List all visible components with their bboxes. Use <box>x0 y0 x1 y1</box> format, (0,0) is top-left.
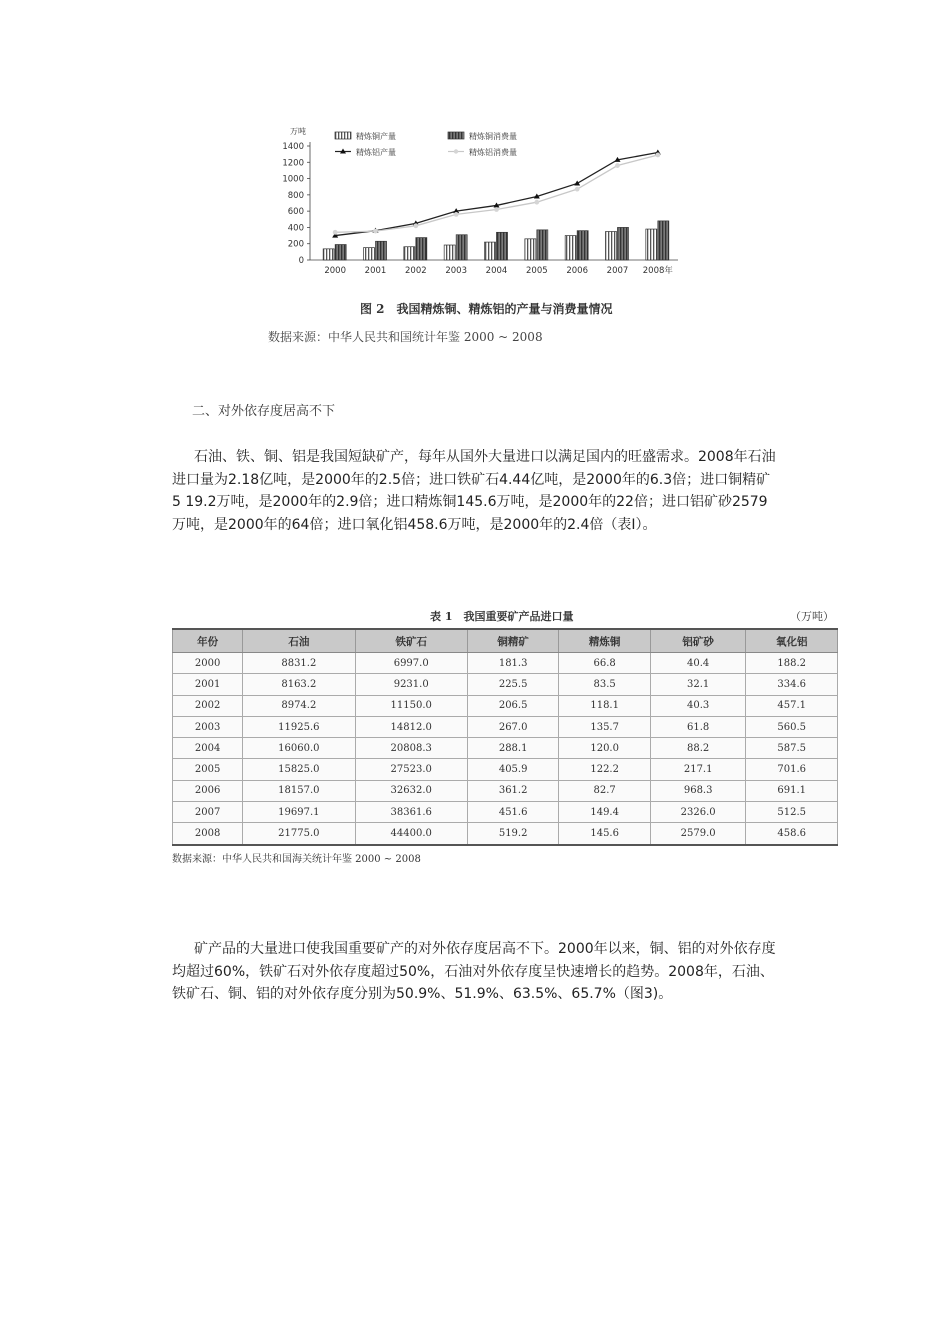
table-cell: 61.8 <box>650 716 746 737</box>
table-cell: 19697.1 <box>243 802 355 823</box>
table-row <box>173 695 838 716</box>
table-cell: 457.1 <box>746 695 838 716</box>
table-cell: 6997.0 <box>355 653 467 674</box>
paragraph-dependence <box>172 938 777 1006</box>
table-cell: 560.5 <box>746 716 838 737</box>
bar-copper-production <box>565 236 576 260</box>
col-header: 石油 <box>243 629 355 653</box>
table-cell: 587.5 <box>746 738 838 759</box>
legend-label: 精炼铜消费量 <box>469 132 517 141</box>
point-aluminum-consumption <box>655 153 660 158</box>
table-row <box>173 674 838 695</box>
x-tick-label: 2007 <box>606 266 629 276</box>
point-aluminum-consumption <box>373 229 378 234</box>
table-cell: 8831.2 <box>243 653 355 674</box>
table-cell: 206.5 <box>467 695 559 716</box>
y-tick-label: 200 <box>287 239 304 250</box>
legend-swatch <box>448 132 464 139</box>
table-cell: 11925.6 <box>243 716 355 737</box>
col-header: 精炼铜 <box>559 629 651 653</box>
table-cell: 2001 <box>173 674 243 695</box>
table-cell: 149.4 <box>559 802 651 823</box>
table-cell: 66.8 <box>559 653 651 674</box>
table-cell: 18157.0 <box>243 780 355 801</box>
y-tick-label: 1200 <box>282 158 304 169</box>
x-tick-label: 2000 <box>324 266 346 276</box>
table-cell: 15825.0 <box>243 759 355 780</box>
x-tick-label: 2002 <box>405 266 427 276</box>
table-cell: 145.6 <box>559 823 651 845</box>
y-tick-label: 600 <box>287 207 304 218</box>
bar-copper-consumption <box>416 238 427 260</box>
table-cell: 82.7 <box>559 780 651 801</box>
x-tick-label: 2005 <box>526 266 548 276</box>
legend-label: 精炼铝消费量 <box>469 148 517 157</box>
legend-marker <box>454 149 458 153</box>
x-tick-label: 2006 <box>566 266 588 276</box>
table-cell: 361.2 <box>467 780 559 801</box>
table-cell: 88.2 <box>650 738 746 759</box>
bar-copper-production <box>606 232 617 261</box>
bar-copper-production <box>646 229 657 260</box>
table-cell: 20808.3 <box>355 738 467 759</box>
point-aluminum-consumption <box>615 163 620 168</box>
bar-copper-consumption <box>658 221 669 260</box>
bar-copper-consumption <box>376 241 387 260</box>
figure-source: 数据来源：中华人民共和国统计年鉴 2000 ~ 2008 <box>268 330 543 344</box>
bar-copper-production <box>444 245 455 260</box>
table-cell: 691.1 <box>746 780 838 801</box>
table-cell: 2004 <box>173 738 243 759</box>
table-cell: 11150.0 <box>355 695 467 716</box>
figure-caption: 图 2 我国精炼铜、精炼铝的产量与消费量情况 <box>360 302 613 316</box>
legend-label: 精炼铜产量 <box>356 132 396 141</box>
table-cell: 2008 <box>173 823 243 845</box>
copy-aluminum-chart <box>260 118 690 288</box>
table-cell: 267.0 <box>467 716 559 737</box>
bar-copper-consumption <box>335 245 346 260</box>
bar-copper-consumption <box>456 235 467 260</box>
y-tick-label: 0 <box>298 256 304 266</box>
table-cell: 188.2 <box>746 653 838 674</box>
table-cell: 14812.0 <box>355 716 467 737</box>
table-header-row <box>173 629 838 653</box>
table-cell: 122.2 <box>559 759 651 780</box>
col-header: 铜精矿 <box>467 629 559 653</box>
table-cell: 2002 <box>173 695 243 716</box>
y-tick-label: 1000 <box>282 174 304 185</box>
point-aluminum-consumption <box>494 207 499 212</box>
col-header: 铁矿石 <box>355 629 467 653</box>
table-cell: 32.1 <box>650 674 746 695</box>
table-cell: 44400.0 <box>355 823 467 845</box>
table-row <box>173 802 838 823</box>
section-heading: 二、对外依存度居高不下 <box>192 404 336 419</box>
table-cell: 8974.2 <box>243 695 355 716</box>
table-cell: 40.4 <box>650 653 746 674</box>
bar-copper-consumption <box>618 227 629 260</box>
x-tick-label: 2004 <box>485 266 508 276</box>
table-row <box>173 716 838 737</box>
table-cell: 2005 <box>173 759 243 780</box>
legend-label: 精炼铝产量 <box>356 148 396 157</box>
bar-copper-consumption <box>537 230 548 260</box>
table-cell: 32632.0 <box>355 780 467 801</box>
table-cell: 519.2 <box>467 823 559 845</box>
table-row <box>173 780 838 801</box>
x-tick-label: 2001 <box>364 266 387 276</box>
table-cell: 2579.0 <box>650 823 746 845</box>
y-tick-label: 800 <box>287 190 304 201</box>
y-unit-label: 万吨 <box>290 127 306 136</box>
col-header: 氧化铝 <box>746 629 838 653</box>
point-aluminum-consumption <box>413 223 418 228</box>
table-cell: 181.3 <box>467 653 559 674</box>
y-tick-label: 1400 <box>282 142 304 152</box>
y-tick-label: 400 <box>287 223 304 234</box>
table-cell: 40.3 <box>650 695 746 716</box>
table-row <box>173 738 838 759</box>
table-cell: 2326.0 <box>650 802 746 823</box>
table-cell: 2000 <box>173 653 243 674</box>
table-cell: 968.3 <box>650 780 746 801</box>
figure-2 <box>260 118 690 353</box>
table-row <box>173 759 838 780</box>
series-line-aluminum-consumption <box>335 155 658 232</box>
bar-copper-production <box>525 239 536 260</box>
x-tick-label: 2003 <box>445 266 467 276</box>
point-aluminum-consumption <box>575 187 580 192</box>
x-tick-label: 2008年 <box>642 266 673 276</box>
paragraph-imports <box>172 446 777 536</box>
series-line-aluminum-production <box>335 153 658 236</box>
table-title-row <box>172 606 840 628</box>
table-row <box>173 653 838 674</box>
table-cell: 135.7 <box>559 716 651 737</box>
table-cell: 21775.0 <box>243 823 355 845</box>
bar-copper-production <box>404 247 415 260</box>
table-cell: 120.0 <box>559 738 651 759</box>
point-aluminum-consumption <box>534 200 539 205</box>
table-cell: 451.6 <box>467 802 559 823</box>
paragraph-imports-text: 石油、铁、铜、铝是我国短缺矿产，每年从国外大量进口以满足国内的旺盛需求。2008年石油进口量为2.18亿吨，是2000年的2.5倍；进口铁矿石4.44亿吨，是2000年的6.3倍；进口铜精矿5 19.2万吨，是2000年的2.9倍；进口精炼铜145.6万吨，是2000年的22倍；进口铝矿砂2579万吨，是2000年的64倍；进口氧化铝458.6万吨，是2000年的2.4倍（表Ⅰ）。 <box>172 449 776 533</box>
table-cell: 2003 <box>173 716 243 737</box>
table-cell: 2007 <box>173 802 243 823</box>
col-header: 铝矿砂 <box>650 629 746 653</box>
table-cell: 16060.0 <box>243 738 355 759</box>
table-cell: 405.9 <box>467 759 559 780</box>
table-cell: 225.5 <box>467 674 559 695</box>
table-1 <box>172 606 840 865</box>
point-aluminum-consumption <box>333 230 338 235</box>
table-cell: 83.5 <box>559 674 651 695</box>
bar-copper-production <box>485 242 496 260</box>
bar-copper-production <box>364 248 375 260</box>
table-cell: 8163.2 <box>243 674 355 695</box>
table-unit: （万吨） <box>790 610 834 623</box>
table-cell: 458.6 <box>746 823 838 845</box>
table-source: 数据来源：中华人民共和国海关统计年鉴 2000 ~ 2008 <box>172 853 421 865</box>
bar-copper-consumption <box>577 231 588 260</box>
table-cell: 288.1 <box>467 738 559 759</box>
table-cell: 512.5 <box>746 802 838 823</box>
table-cell: 2006 <box>173 780 243 801</box>
table-cell: 27523.0 <box>355 759 467 780</box>
table-cell: 118.1 <box>559 695 651 716</box>
bar-copper-production <box>323 249 334 260</box>
bar-copper-consumption <box>497 232 508 260</box>
paragraph-dependence-text: 矿产品的大量进口使我国重要矿产的对外依存度居高不下。2000年以来，铜、铝的对外依存度均超过60%，铁矿石对外依存度超过50%，石油对外依存度呈快速增长的趋势。2008年，石油、铁矿石、铜、铝的对外依存度分别为50.9%、51.9%、63.5%、65.7%（图3)。 <box>172 941 776 1002</box>
table-cell: 334.6 <box>746 674 838 695</box>
table-cell: 217.1 <box>650 759 746 780</box>
table-cell: 38361.6 <box>355 802 467 823</box>
table-title: 表 1 我国重要矿产品进口量 <box>430 610 574 623</box>
table-cell: 701.6 <box>746 759 838 780</box>
imports-table <box>172 628 838 846</box>
table-cell: 9231.0 <box>355 674 467 695</box>
point-aluminum-consumption <box>454 212 459 217</box>
table-row <box>173 823 838 845</box>
col-header: 年份 <box>173 629 243 653</box>
legend-swatch <box>335 132 351 139</box>
